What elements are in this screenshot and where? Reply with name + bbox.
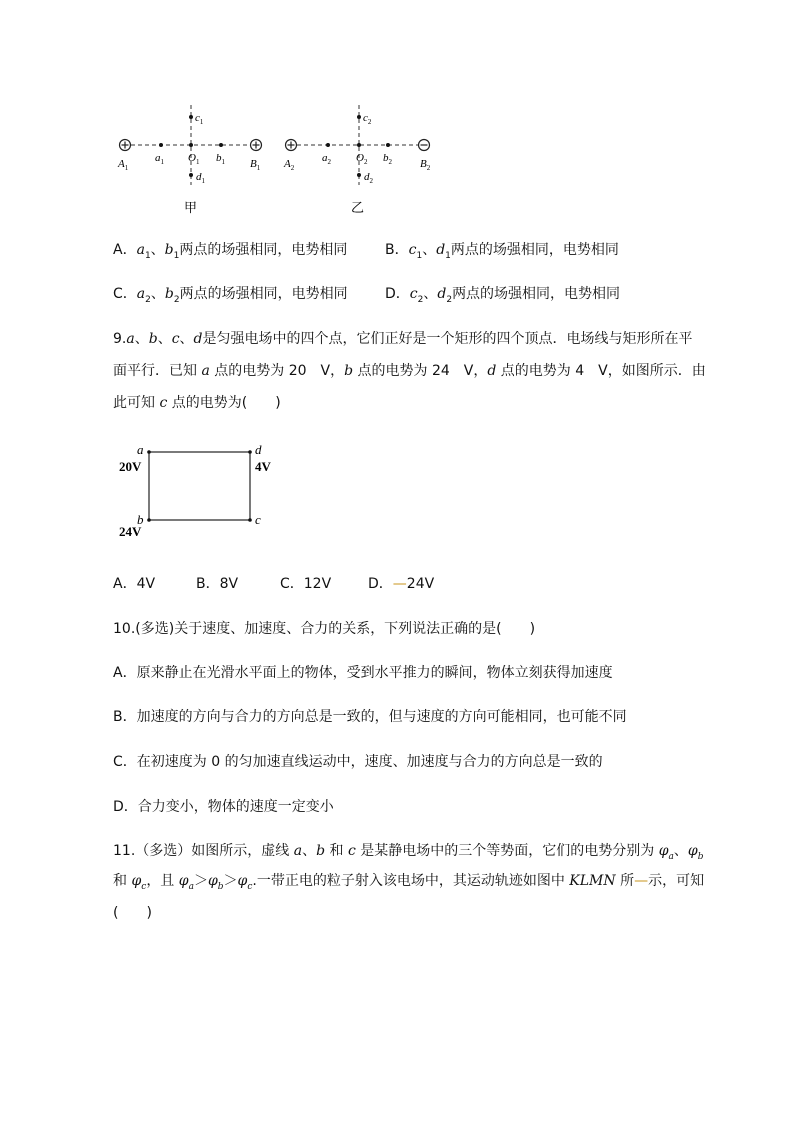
- label-B1: $B_1$: [250, 158, 261, 172]
- label-d2: $d_2$: [364, 171, 373, 185]
- q9-stem-line-3: 此可知 c 点的电势为( ): [113, 395, 281, 411]
- label-a1: $a_1$: [155, 152, 164, 166]
- point-b1: [219, 143, 223, 147]
- q9-option-a[interactable]: A．4V: [113, 576, 156, 592]
- highlight-mark: —: [634, 873, 649, 889]
- q10-option-a[interactable]: A．原来静止在光滑水平面上的物体，受到水平推力的瞬间，物体立刻获得加速度: [113, 665, 613, 681]
- point-a2: [326, 143, 330, 147]
- caption-yi: 乙: [351, 200, 365, 215]
- q11-answer-blank: ( ): [113, 905, 152, 921]
- positive-charge-icon: [120, 140, 131, 151]
- negative-charge-icon: [419, 140, 430, 151]
- q8-option-a[interactable]: A．$a_1$、$b_1$两点的场强相同，电势相同: [113, 242, 348, 261]
- diagram-jia: [117, 105, 262, 215]
- label-b-voltage: 24V: [119, 524, 142, 539]
- q11-stem-line-1: 11.（多选）如图所示，虚线 a、b 和 c 是某静电场中的三个等势面，它们的电势分别为 $\varphi_a$、$\varphi_b$: [113, 843, 704, 862]
- field-diagram-jia-yi: [110, 100, 450, 220]
- q10-option-d[interactable]: D．合力变小，物体的速度一定变小: [113, 799, 334, 815]
- q9-option-b[interactable]: B．8V: [196, 576, 239, 592]
- label-a2: $a_2$: [322, 152, 331, 166]
- positive-charge-icon: [286, 140, 297, 151]
- label-A2: $A_2$: [284, 158, 295, 172]
- vertex-a: [147, 450, 151, 454]
- point-c1: [189, 115, 193, 119]
- q9-stem-line-2: 面平行．已知 a 点的电势为 20 V，b 点的电势为 24 V，d 点的电势为 4 V，如图所示．由: [113, 363, 706, 379]
- q9-option-c[interactable]: C．12V: [280, 576, 332, 592]
- vertex-c: [248, 518, 252, 522]
- point-o1: [189, 143, 193, 147]
- highlight-mark: —: [392, 576, 407, 592]
- label-o1: $O_1$: [188, 152, 200, 166]
- point-a1: [159, 143, 163, 147]
- vertex-d: [248, 450, 252, 454]
- q9-rectangle-diagram: [110, 440, 280, 540]
- point-o2: [357, 143, 361, 147]
- label-c2: $c_2$: [363, 112, 372, 126]
- q9-option-d[interactable]: D．—24V: [368, 576, 435, 592]
- label-B2: $B_2$: [420, 158, 431, 172]
- vertex-b: [147, 518, 151, 522]
- q10-option-c[interactable]: C．在初速度为 0 的匀加速直线运动中，速度、加速度与合力的方向总是一致的: [113, 754, 603, 770]
- label-d1: $d_1$: [196, 171, 205, 185]
- point-b2: [386, 143, 390, 147]
- rectangle-abcd: [149, 452, 250, 520]
- point-d1: [189, 173, 193, 177]
- positive-charge-icon: [251, 140, 262, 151]
- label-a-voltage: 20V: [119, 459, 142, 474]
- diagram-yi: [283, 105, 431, 215]
- q9-stem-line-1: 9.a、b、c、d是匀强电场中的四个点，它们正好是一个矩形的四个顶点．电场线与矩形所在平: [113, 331, 693, 347]
- label-b1: $b_1$: [216, 152, 225, 166]
- label-a: a: [137, 442, 144, 457]
- q10-stem: 10.(多选)关于速度、加速度、合力的关系，下列说法正确的是( ): [113, 621, 536, 637]
- q11-stem-line-2: 和 $\varphi_c$，且 $\varphi_a>\varphi_b>\varphi_c$.一带正电的粒子射入该电场中，其运动轨迹如图中 KLMN 所—示，可知: [113, 873, 705, 892]
- label-c: c: [255, 512, 261, 527]
- caption-jia: 甲: [184, 200, 198, 215]
- label-b: b: [137, 512, 144, 527]
- label-b2: $b_2$: [383, 152, 392, 166]
- label-d-voltage: 4V: [255, 459, 271, 474]
- label-c1: $c_1$: [195, 112, 204, 126]
- point-d2: [357, 173, 361, 177]
- label-o2: $O_2$: [356, 152, 368, 166]
- point-c2: [357, 115, 361, 119]
- label-A1: $A_1$: [118, 158, 129, 172]
- q8-option-d[interactable]: D．$c_2$、$d_2$两点的场强相同，电势相同: [385, 286, 621, 305]
- q8-option-c[interactable]: C．$a_2$、$b_2$两点的场强相同，电势相同: [113, 286, 348, 305]
- label-d: d: [255, 442, 262, 457]
- q10-option-b[interactable]: B．加速度的方向与合力的方向总是一致的，但与速度的方向可能相同，也可能不同: [113, 709, 627, 725]
- q8-option-b[interactable]: B．$c_1$、$d_1$两点的场强相同，电势相同: [385, 242, 619, 261]
